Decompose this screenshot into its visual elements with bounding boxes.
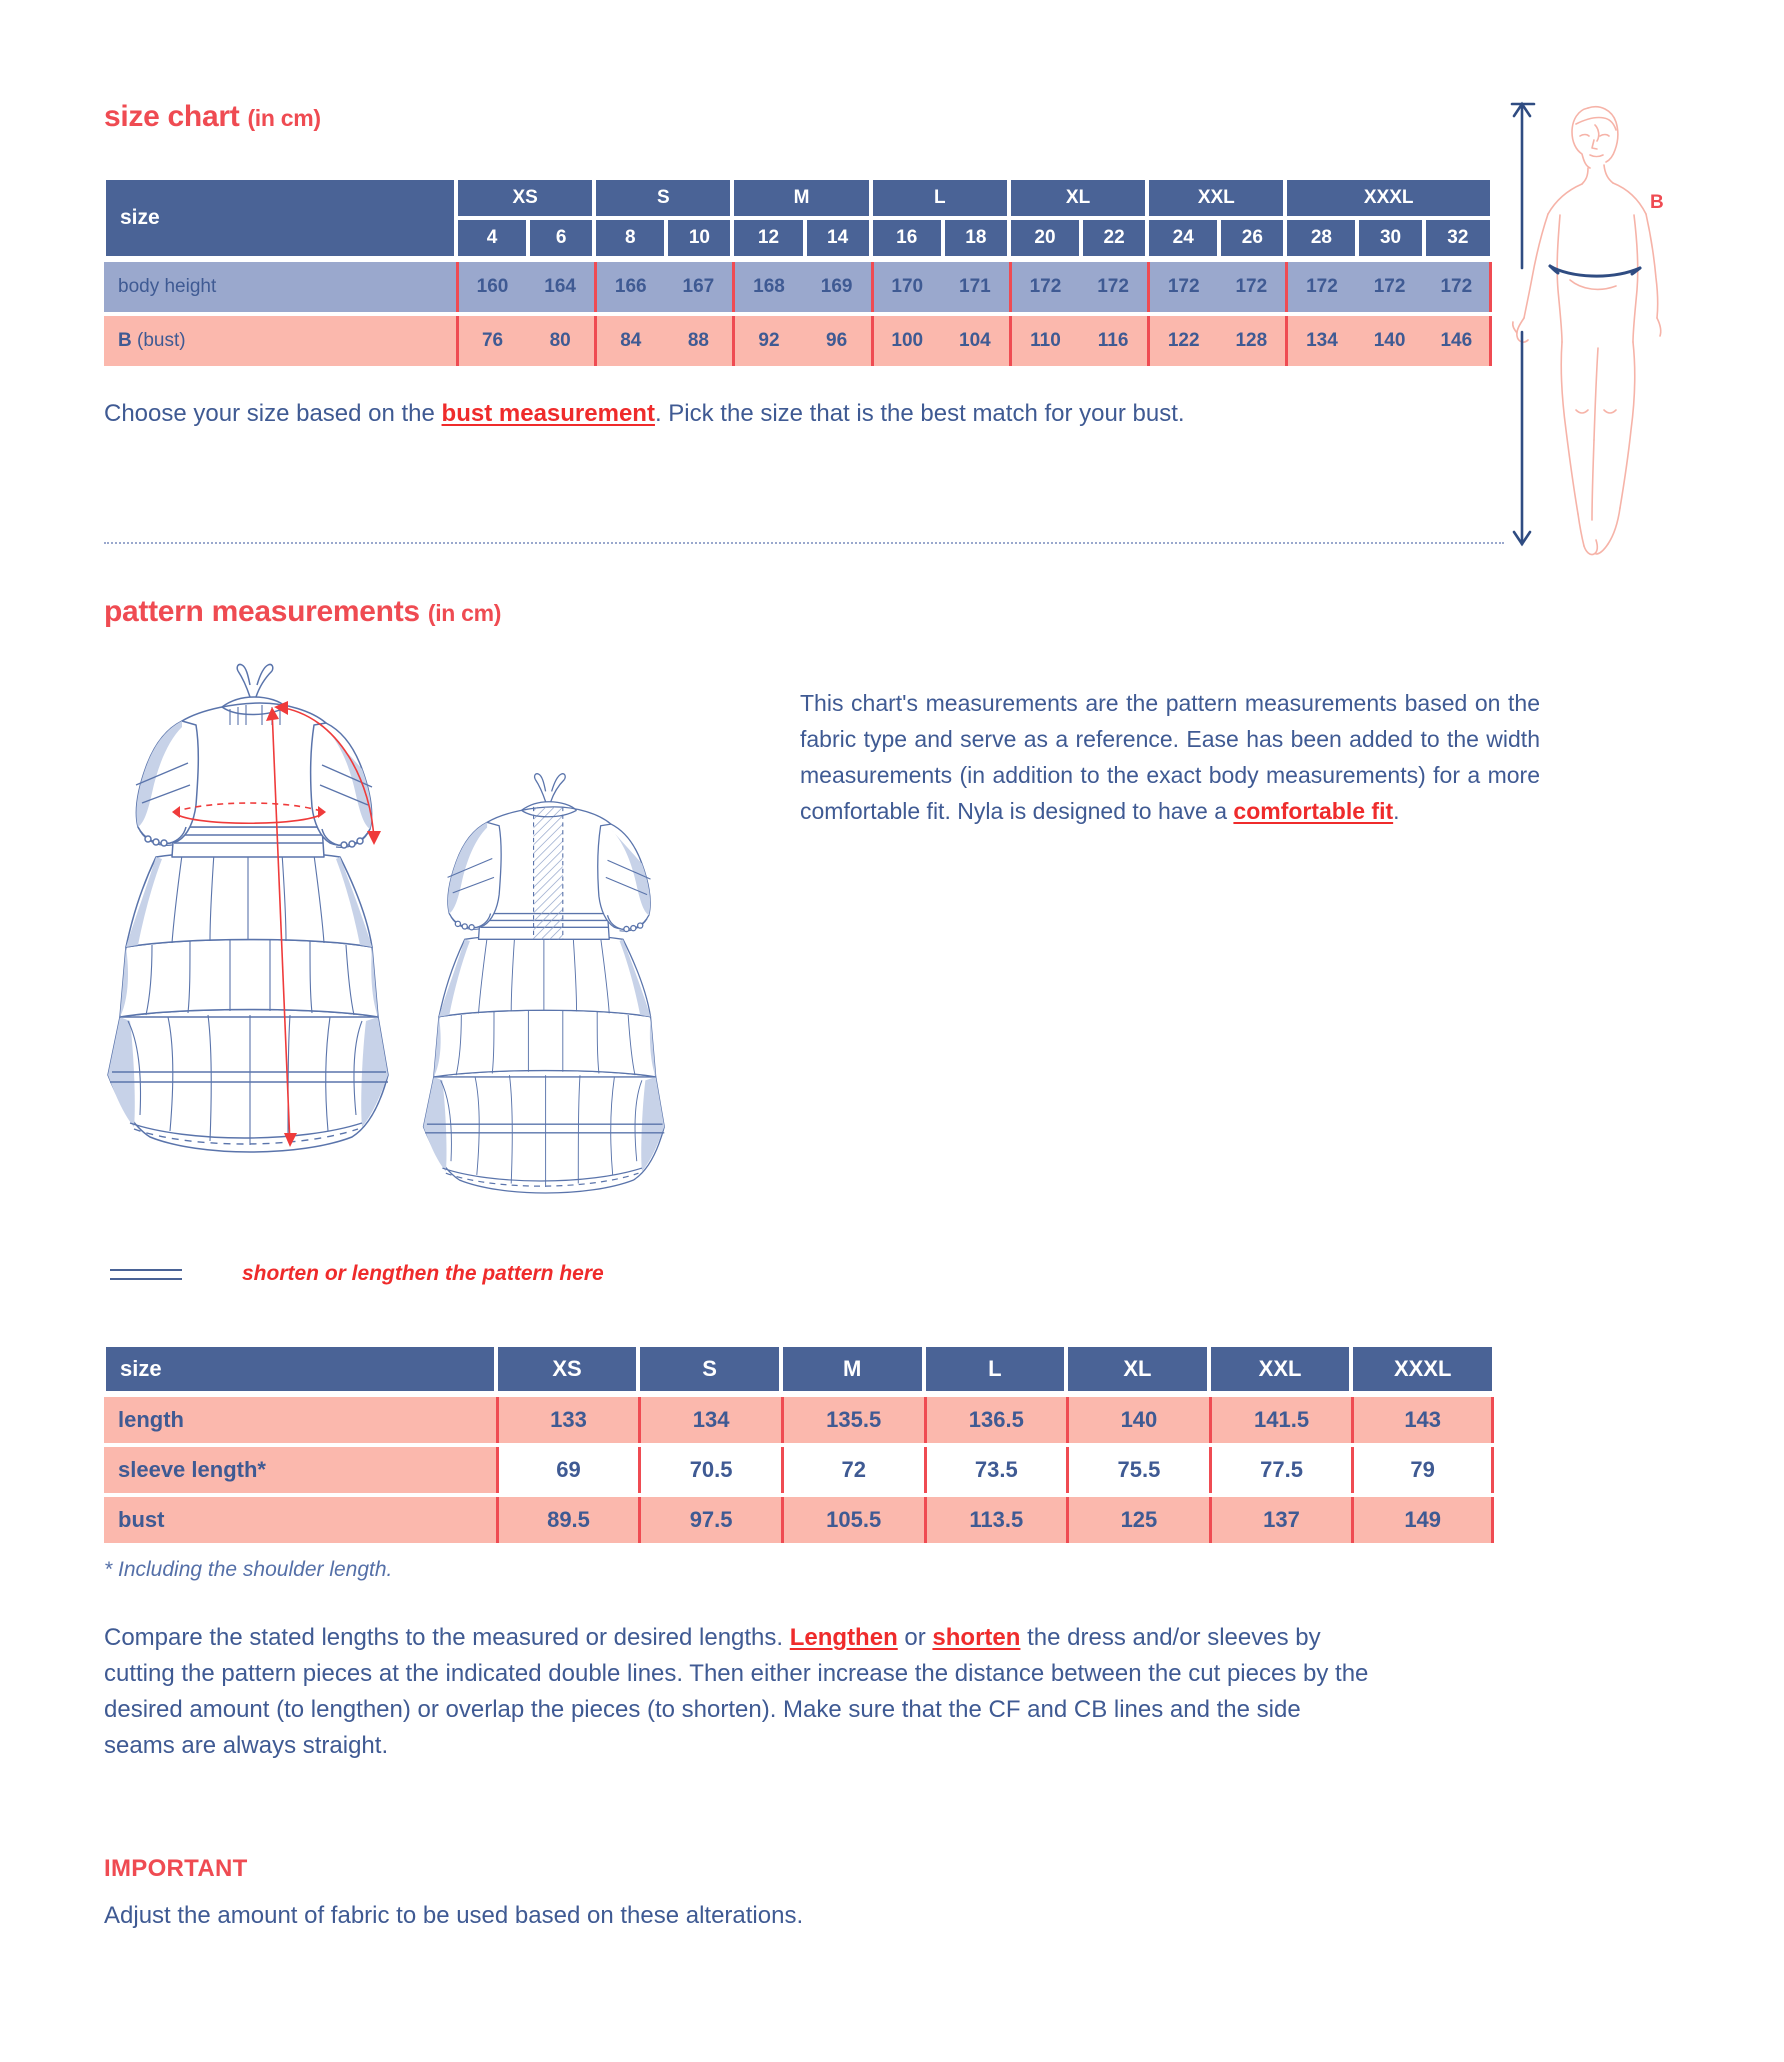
section-divider bbox=[104, 542, 1504, 544]
size-header-xxxl: XXXL bbox=[1285, 178, 1492, 218]
pattern-measurements-heading bbox=[104, 595, 501, 629]
bust-22: 116 bbox=[1097, 330, 1129, 351]
bust-14: 96 bbox=[826, 330, 848, 351]
numeric-size-16: 16 bbox=[871, 218, 943, 258]
length-xxxl: 143 bbox=[1351, 1397, 1494, 1443]
bust-12: 92 bbox=[732, 316, 804, 366]
numeric-size-22: 22 bbox=[1081, 218, 1147, 258]
bust-32: 146 bbox=[1424, 316, 1492, 366]
sleeve-xxl: 77.5 bbox=[1209, 1447, 1352, 1493]
sleeve-xl: 75.5 bbox=[1066, 1447, 1209, 1493]
numeric-size-18: 18 bbox=[943, 218, 1009, 258]
size-chart-title: size chart bbox=[104, 100, 240, 133]
note-text-before: Choose your size based on the bbox=[104, 400, 442, 427]
bust-10: 88 bbox=[687, 330, 709, 351]
size-selection-note bbox=[104, 400, 1185, 428]
row-label-bust-word: (bust) bbox=[137, 330, 186, 351]
body-measurement-figure bbox=[1500, 80, 1700, 560]
row-label-bust-letter: B bbox=[118, 330, 132, 351]
pattern-label-length: length bbox=[118, 1407, 184, 1432]
length-xs: 133 bbox=[496, 1397, 639, 1443]
body-height-24: 172 bbox=[1147, 262, 1219, 312]
sleeve-l: 73.5 bbox=[924, 1447, 1067, 1493]
pattern-label-bust: bust bbox=[118, 1507, 165, 1532]
bust-28: 134 bbox=[1285, 316, 1357, 366]
pattern-row-bust bbox=[104, 1497, 1494, 1543]
body-height-20: 172 bbox=[1009, 262, 1081, 312]
compare-highlight-lengthen: Lengthen bbox=[789, 1624, 898, 1651]
size-header-m: M bbox=[732, 178, 870, 218]
row-label-bust bbox=[104, 316, 456, 366]
pbust-xs: 89.5 bbox=[496, 1497, 639, 1543]
lengthen-shorten-instructions bbox=[104, 1620, 1374, 1764]
numeric-size-8: 8 bbox=[594, 218, 666, 258]
size-chart-heading bbox=[104, 100, 321, 134]
numeric-size-4: 4 bbox=[456, 218, 528, 258]
numeric-size-30: 30 bbox=[1357, 218, 1423, 258]
body-height-18: 171 bbox=[959, 276, 991, 297]
bust-24: 122 bbox=[1147, 316, 1219, 366]
bust-point-label: B bbox=[1650, 192, 1664, 213]
pattern-paragraph-period: . bbox=[1393, 798, 1400, 824]
pattern-paragraph-text: This chart's measurements are the pattern measurements based on the fabric type and serve as a reference. Ease has been added to the width measurements (in addition to the exact body measurements) for a more comfortable fit. Nyla is designed to have a bbox=[800, 690, 1540, 824]
bust-18: 104 bbox=[959, 330, 991, 351]
body-height-22: 172 bbox=[1097, 276, 1129, 297]
body-height-26: 172 bbox=[1235, 276, 1268, 297]
body-height-12: 168 bbox=[732, 262, 804, 312]
pbust-m: 105.5 bbox=[781, 1497, 924, 1543]
dress-technical-drawings bbox=[90, 645, 790, 1245]
numeric-size-28: 28 bbox=[1285, 218, 1357, 258]
numeric-size-10: 10 bbox=[666, 218, 732, 258]
numeric-size-14: 14 bbox=[805, 218, 871, 258]
length-l: 136.5 bbox=[924, 1397, 1067, 1443]
dress-front-view bbox=[108, 664, 388, 1152]
body-height-10: 167 bbox=[682, 276, 715, 297]
size-header-xxl: XXL bbox=[1147, 178, 1285, 218]
compare-text-3: the dress and/or sleeves by cutting the pattern pieces at the indicated double lines. Then either increase the distance between the cut pieces by the desired amount (to lengthen) or overlap the pieces (to shorten). Make sure that the CF and CB lines and the side seams are always straight. bbox=[104, 1624, 1369, 1759]
length-xl: 140 bbox=[1066, 1397, 1209, 1443]
pattern-col-m: M bbox=[781, 1345, 924, 1393]
compare-highlight-shorten: shorten bbox=[932, 1624, 1021, 1651]
pattern-col-l: L bbox=[924, 1345, 1067, 1393]
important-body-text: Adjust the amount of fabric to be used based on these alterations. bbox=[104, 1902, 804, 1929]
numeric-size-12: 12 bbox=[732, 218, 804, 258]
bust-row bbox=[104, 316, 1492, 366]
length-s: 134 bbox=[638, 1397, 781, 1443]
body-height-16: 170 bbox=[871, 262, 943, 312]
size-header-xl: XL bbox=[1009, 178, 1147, 218]
pattern-title: pattern measurements bbox=[104, 595, 420, 628]
pattern-col-xs: XS bbox=[496, 1345, 639, 1393]
size-header-s: S bbox=[594, 178, 732, 218]
numeric-size-20: 20 bbox=[1009, 218, 1081, 258]
double-line-icon bbox=[110, 1267, 182, 1281]
bust-4: 76 bbox=[456, 316, 528, 366]
row-label-body-height: body height bbox=[118, 276, 217, 297]
bust-16: 100 bbox=[871, 316, 943, 366]
sleeve-s: 70.5 bbox=[638, 1447, 781, 1493]
sleeve-length-footnote: * Including the shoulder length. bbox=[104, 1558, 393, 1581]
pbust-s: 97.5 bbox=[638, 1497, 781, 1543]
pattern-col-xxxl: XXXL bbox=[1351, 1345, 1494, 1393]
sleeve-xs: 69 bbox=[496, 1447, 639, 1493]
pattern-unit: (in cm) bbox=[427, 600, 502, 626]
pbust-xl: 125 bbox=[1066, 1497, 1209, 1543]
length-xxl: 141.5 bbox=[1209, 1397, 1352, 1443]
double-line-legend bbox=[110, 1262, 604, 1286]
pattern-col-s: S bbox=[638, 1345, 781, 1393]
bust-20: 110 bbox=[1009, 316, 1081, 366]
note-text-after: . Pick the size that is the best match for your bust. bbox=[654, 400, 1185, 427]
pattern-col-xxl: XXL bbox=[1209, 1345, 1352, 1393]
sleeve-m: 72 bbox=[781, 1447, 924, 1493]
pattern-measurements-table bbox=[104, 1345, 1494, 1543]
body-height-32: 172 bbox=[1424, 262, 1492, 312]
pbust-xxl: 137 bbox=[1209, 1497, 1352, 1543]
size-chart-size-label: size bbox=[104, 178, 456, 258]
important-heading: IMPORTANT bbox=[104, 1855, 248, 1882]
length-m: 135.5 bbox=[781, 1397, 924, 1443]
pattern-col-xl: XL bbox=[1066, 1345, 1209, 1393]
size-header-l: L bbox=[871, 178, 1009, 218]
note-highlight-bust-measurement: bust measurement bbox=[441, 400, 655, 427]
pattern-paragraph-highlight: comfortable fit bbox=[1233, 798, 1394, 824]
pattern-row-length bbox=[104, 1397, 1494, 1443]
body-height-row bbox=[104, 262, 1492, 312]
dress-back-view bbox=[423, 774, 664, 1193]
pattern-label-sleeve-length: sleeve length* bbox=[104, 1447, 496, 1493]
pattern-header-row bbox=[104, 1345, 1494, 1393]
body-height-30: 172 bbox=[1373, 276, 1406, 297]
bust-26: 128 bbox=[1235, 330, 1268, 351]
body-height-6: 164 bbox=[544, 276, 576, 297]
compare-text-2: or bbox=[897, 1624, 933, 1651]
size-header-xs: XS bbox=[456, 178, 594, 218]
body-height-8: 166 bbox=[594, 262, 666, 312]
numeric-size-32: 32 bbox=[1424, 218, 1492, 258]
size-chart-alpha-header-row bbox=[104, 178, 1492, 218]
pattern-row-sleeve-length bbox=[104, 1447, 1494, 1493]
numeric-size-6: 6 bbox=[528, 218, 594, 258]
body-height-4: 160 bbox=[456, 262, 528, 312]
pbust-xxxl: 149 bbox=[1351, 1497, 1494, 1543]
pattern-size-label: size bbox=[104, 1345, 496, 1393]
bust-8: 84 bbox=[594, 316, 666, 366]
body-height-14: 169 bbox=[820, 276, 853, 297]
numeric-size-26: 26 bbox=[1219, 218, 1285, 258]
body-height-28: 172 bbox=[1285, 262, 1357, 312]
sleeve-xxxl: 79 bbox=[1351, 1447, 1494, 1493]
compare-text-1: Compare the stated lengths to the measured or desired lengths. bbox=[104, 1624, 790, 1651]
pbust-l: 113.5 bbox=[924, 1497, 1067, 1543]
pattern-description-paragraph bbox=[800, 685, 1540, 829]
numeric-size-24: 24 bbox=[1147, 218, 1219, 258]
bust-6: 80 bbox=[549, 330, 571, 351]
size-chart-unit: (in cm) bbox=[247, 105, 321, 131]
size-chart-table bbox=[104, 178, 1492, 366]
legend-label: shorten or lengthen the pattern here bbox=[242, 1262, 604, 1285]
bust-30: 140 bbox=[1373, 330, 1406, 351]
